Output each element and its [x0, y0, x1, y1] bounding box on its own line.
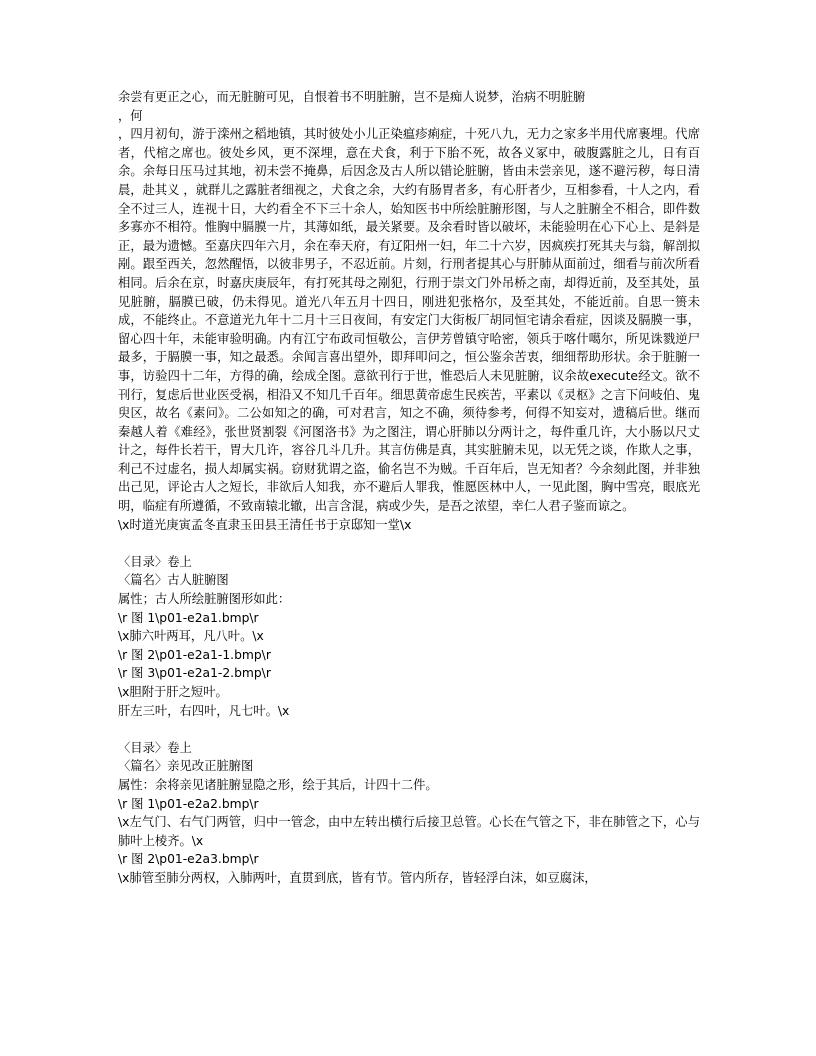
section-title: 〈篇名〉亲见改正脏腑图 — [118, 759, 254, 774]
figure-caption: \x肺六叶两耳，凡八叶。\x — [118, 629, 264, 644]
figure-caption: 肝左三叶，右四叶，凡七叶。\x — [118, 703, 290, 718]
figure-reference: \r 图 1\p01-e2a2.bmp\r — [118, 796, 259, 811]
paragraph: ，四月初旬，游于滦州之稻地镇，其时彼处小儿正染瘟疹痢症，十死八九，无力之家多半用代席裹埋。代席者，代棺之席也。彼处乡风，更不深埋，意在犬食，利于下胎不死，故各义冢中，破腹露脏之儿，日有百余。余每日压马过其地，初未尝不掩鼻，后因念及古人所以错论脏腑，皆由未尝亲见，遂不避污秽，每日清晨，赴其义 ，就群儿之露脏者细视之，犬食之余，大约有肠胃者多，有心肝者少，互相参看，十人之内，看全不过三人，连视十日，大约看全不下三十余人，始知医书中所绘脏腑形图，与人之脏腑全不相合，即件数多寡亦不相符。惟胸中膈膜一片，其薄如纸，最关紧要。及余看时皆以破坏，未能验明在心下心上、是斜是正，最为遗憾。至嘉庆四年六月，余在奉天府，有辽阳州一妇，年二十六岁，因疯疾打死其夫与翁，解剖拟剐。跟至西关，忽然醒悟，以彼非男子，不忍近前。片刻，行刑者提其心与肝肺从面前过，细看与前次所看相同。后余在京，时嘉庆庚辰年，有打死其母之剐犯，行刑于崇文门外吊桥之南，却得近前，及至其处，虽见脏腑，膈膜已破，仍未得见。道光八年五月十四日，刚进犯张格尔，及至其处，不能近前。自思一篑未成，不能终止。不意道光九年十二月十三日夜间，有安定门大街板厂胡同恒宅请余看症，因谈及膈膜一事，留心四十年，未能审验明确。内有江宁布政司恒敬公，言伊芳曾镇守哈密，领兵于喀什噶尔，所见诛戮逆尸最多，于膈膜一事，知之最悉。余闻言喜出望外，即拜叩问之，恒公鉴余苦衷，细细帮助形状。余于脏腑一事，访验四十二年，方得的确，绘成全图。意欲刊行于世，惟恐后人未见脏腑，议余故execute经文。欲不刊行，复虑后世业医受祸，相沿又不知几千百年。细思黄帝虑生民疾苦，平素以《灵枢》之言下问岐伯、鬼臾区，故名《素问》。二公如知之的确，可对君言，知之不确，须待参考，何得不知妄对，遗稿后世。继而秦越人着《难经》，张世贤割裂《河图洛书》为之图注，谓心肝肺以分两计之，每件重几许，大小肠以尺丈计之，每件长若干，胃大几许，容谷几斗几升。其言仿佛是真，其实脏腑未见，以无凭之谈，作欺人之事，利己不过虚名，损人却属实祸。窃财犹谓之盗，偷名岂不为贼。千百年后，岂无知者？今余刻此图，并非独出己见，评论古人之短长，非欲后人知我，亦不避后人罪我，惟愿医林中人，一见此图，胸中雪亮，眼底光明，临症有所遵循，不致南辕北辙，出言含混，病或少失，是吾之浓望，幸仁人君子鉴而谅之。 — [118, 127, 700, 514]
toc-marker: 〈目录〉卷上 — [118, 554, 192, 569]
paragraph: ，何 — [118, 108, 143, 123]
paragraph: 余尝有更正之心，而无脏腑可见，自恨着书不明脏腑，岂不是痴人说梦，治病不明脏腑 — [118, 90, 586, 104]
figure-reference: \r 图 3\p01-e2a1-2.bmp\r — [118, 666, 271, 681]
document-body — [118, 88, 700, 888]
figure-reference: \r 图 2\p01-e2a3.bmp\r — [118, 852, 259, 867]
figure-caption: \x胆附于肝之短叶。 — [118, 685, 228, 699]
figure-caption: \x左气门、右气门两管，归中一管念，由中左转出横行后接卫总管。心长在气管之下，非在肺管之下，心与肺叶上棱齐。\x — [118, 815, 700, 848]
section-title: 〈篇名〉古人脏腑图 — [118, 573, 229, 588]
paragraph-colophon: \x时道光庚寅孟冬直隶玉田县王清任书于京邸知一堂\x — [118, 517, 412, 532]
blank-line — [118, 720, 700, 739]
blank-line — [118, 534, 700, 553]
figure-caption: \x肺管至肺分两权，入肺两叶，直贯到底，皆有节。管内所存，皆轻浮白沫，如豆腐沫， — [118, 870, 597, 885]
figure-reference: \r 图 1\p01-e2a1.bmp\r — [118, 610, 259, 625]
paragraph: 属性：余将亲见诸脏腑显隐之形，绘于其后，计四十二件。 — [118, 777, 438, 792]
paragraph: 属性；古人所绘脏腑图形如此： — [118, 592, 291, 607]
toc-marker: 〈目录〉卷上 — [118, 740, 192, 755]
figure-reference: \r 图 2\p01-e2a1-1.bmp\r — [118, 647, 271, 662]
